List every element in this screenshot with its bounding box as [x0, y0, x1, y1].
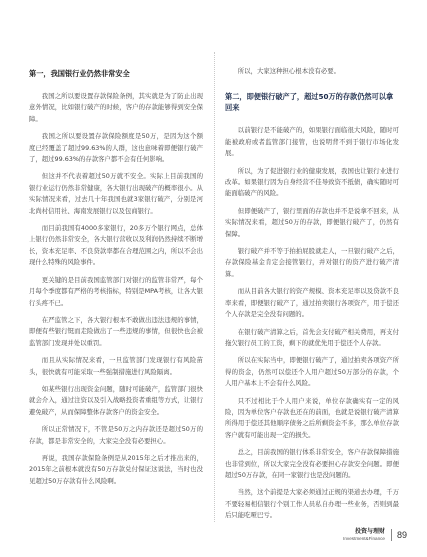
intro-paragraph: 所以，大家这种担心根本没有必要。 [237, 67, 341, 75]
paragraph: 但这并不代表着超过50万就不安全。实际上目前我国的银行业运行仍然非常健康，各大银行出现破产的概率很小。从实际情况来看，过去几十年我国也就3家银行破产，分别是河北尚村信用社、海南发展银行以及包商银行。 [29, 172, 203, 215]
paragraph: 总之，目前我国的银行体系非常安全，客户存款保障措施也非常到位，所以大家完全没有必要担心存款安全问题。即便超过50万存款，在同一家银行也是没问题的。 [225, 448, 399, 479]
paragraph: 如某些银行出现资金问题，随时可能破产，监管部门很快就会介入，通过注资以及引入战略投资者重组等方式，让银行避免破产，从而保障整体存款客户的资金安全。 [29, 384, 203, 416]
paragraph: 再说，我国存款保险条例是从2015年之后才推出来的，2015年之前根本就没有50万存款兑付保证这说法，当时也没见超过50万存款有什么风险啊。 [29, 453, 203, 485]
paragraph: 所以正常情况下，不管是50万之内存款还是超过50万的存款，都是非常安全的，大家完全没有必要担心。 [29, 425, 203, 445]
paragraph: 银行破产并不等于拍拍屁股就走人，一旦银行破产之后，存款保险基金肯定会接管银行，并对银行的资产进行破产清算。 [225, 247, 399, 278]
right-column [225, 66, 399, 528]
paragraph: 但即便破产了，银行里面的存款也并不是说拿不回来，从实际情况来看，超过50万的存款，即便银行破产了，仍然有保障。 [225, 206, 399, 238]
section-heading-1: 第一，我国银行业仍然非常安全 [29, 69, 130, 78]
magazine-logo-cn: 投资与理财 [354, 528, 385, 535]
paragraph: 我国之所以要设置存款保险额度是50万，是因为这个额度已经覆盖了超过99.63%的人群，这也意味着即便银行破产了，超过99.63%的存款客户都不会有任何影响。 [29, 132, 203, 164]
paragraph: 所以在实际当中，即便银行破产了，通过拍卖各项资产所得的资金，仍然可以偿还个人用户超过50万部分的存款，个人用户基本上不会有什么风险。 [225, 356, 399, 388]
left-column [29, 66, 203, 493]
paragraph: 更关键的是目前我国监管部门对银行的监管非常严，每个月每个季度都有严格的考核指标，特别是MPA考核，让各大银行头疼不已。 [29, 275, 203, 307]
paragraph: 而从目前各大银行的资产规模、资本充足率以及贷款不良率来看，即便银行破产了，通过拍卖银行各项资产，用于偿还个人存款是完全没有问题的。 [225, 287, 399, 319]
column-divider [214, 52, 215, 522]
magazine-logo [343, 528, 385, 542]
paragraph: 只不过相比于个人用户来说，单位存款确实有一定的风险，因为单位客户存款也还在的前面，也就是说银行破产清算所得用于偿还其他顺序债务之后所剩资金不多，那么单位存款客户就有可能出现一定的损失。 [225, 396, 399, 439]
section-heading-2: 第二，即便银行破产了，超过50万的存款仍然可以拿回来 [225, 92, 394, 113]
paragraph: 而且从实际情况来看，一旦监管部门发现银行有风险苗头，很快就有可能采取一些强制措施进行风险隔离。 [29, 356, 203, 376]
paragraph: 我国之所以要设置存款保险条例，其实就是为了防止出现意外情况，比如银行破产的时候，客户的存款能够得到安全保障。 [29, 92, 203, 123]
magazine-logo-en: Investment&Finance [343, 536, 385, 541]
paragraph: 在严监管之下，各大银行根本不敢做出违法违规的事情，即便有些银行铤而走险做出了一些违规的事情，但很快也会被监管部门发现并处以重罚。 [29, 315, 203, 347]
page-number: 89 [391, 529, 407, 541]
paragraph: 在银行破产清算之后，首先会支付破产相关费用，再支付拖欠银行员工的工资，剩下的就优先用于偿还个人存款。 [225, 327, 399, 347]
paragraph: 所以，为了促进银行业的健康发展，我国也让银行业进行改革。如果银行因为自身经营不佳导致资不抵债，确实随时可能面临破产的风险。 [225, 166, 399, 198]
paragraph: 当然，这个前提是大家必须通过正规的渠道去办理，千万不要轻易相信银行个别工作人员私自办理一些业务，否则到最后只能吃哑巴亏。 [225, 488, 399, 520]
paragraph: 以前银行是不能破产的，如果银行面临很大风险，随时可能被政府或者监管部门接管，也说明背不到于银行市场化发展。 [225, 126, 399, 158]
paragraph: 而目前我国有4000多家银行，20多万个银行网点，总体上银行仍然非常安全，各大银行营收以及利润仍然持续不断增长，资本充足率、不良贷款率都在合理范围之内，所以不会出现什么特殊的风险事件。 [29, 224, 203, 267]
page-footer [343, 525, 407, 545]
